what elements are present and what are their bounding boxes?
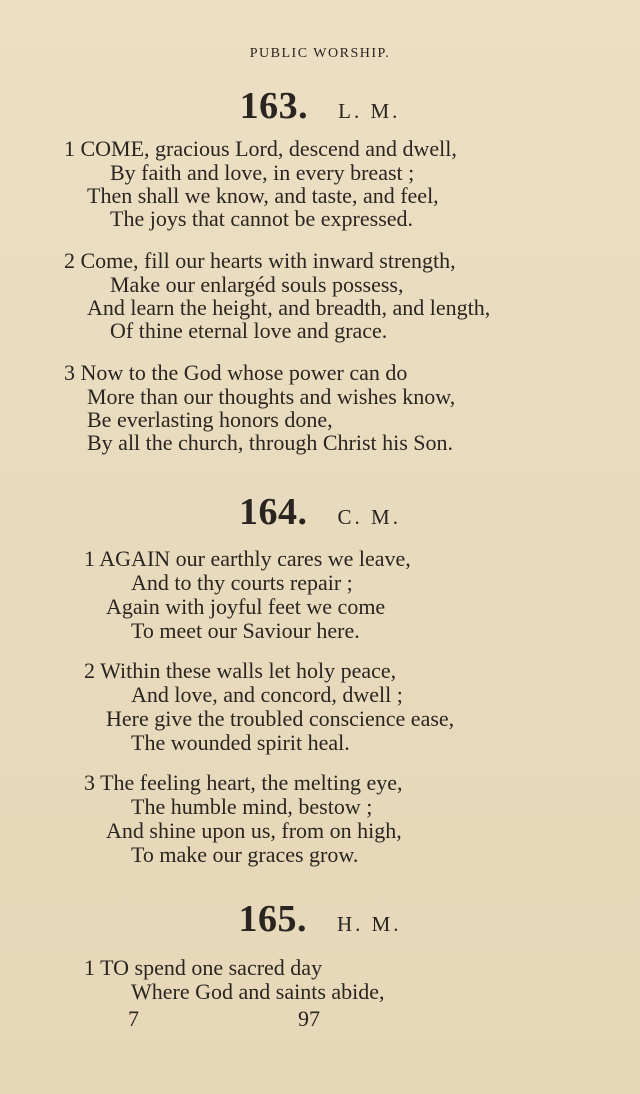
verse-line: And learn the height, and breadth, and length,: [87, 295, 491, 320]
verse-line: By all the church, through Christ his Son.: [87, 430, 454, 455]
verse-line: And love, and concord, dwell ;: [131, 682, 403, 707]
verse-line: 1 AGAIN our earthly cares we leave,: [84, 546, 411, 571]
verse-line: Then shall we know, and taste, and feel,: [87, 183, 439, 208]
verse-line: The humble mind, bestow ;: [131, 794, 373, 819]
hymn-163-heading: [0, 84, 640, 128]
verse-line: To make our graces grow.: [131, 842, 359, 867]
running-head: PUBLIC WORSHIP.: [249, 46, 391, 61]
hymn-164-heading: [0, 490, 640, 534]
verse-line: Make our enlargéd souls possess,: [110, 272, 404, 297]
verse-line: 3 Now to the God whose power can do: [64, 360, 408, 385]
verse-line: Where God and saints abide,: [131, 979, 385, 1004]
page-number: 97: [298, 1006, 320, 1031]
verse-line: 2 Within these walls let holy peace,: [84, 658, 397, 683]
hymn-meter: L. M.: [338, 99, 401, 123]
verse-line: The wounded spirit heal.: [131, 730, 350, 755]
verse-line: 1 COME, gracious Lord, descend and dwell,: [64, 136, 457, 161]
verse-line: 2 Come, fill our hearts with inward strength,: [64, 248, 456, 273]
hymn-meter: C. M.: [337, 505, 401, 529]
verse-line: 3 The feeling heart, the melting eye,: [84, 770, 403, 795]
verse-line: Here give the troubled conscience ease,: [106, 706, 455, 731]
verse-line: Of thine eternal love and grace.: [110, 318, 388, 343]
verse-line: And shine upon us, from on high,: [106, 818, 402, 843]
signature-mark: 7: [128, 1006, 139, 1031]
verse-line: And to thy courts repair ;: [131, 570, 353, 595]
verse-line: The joys that cannot be expressed.: [110, 206, 414, 231]
verse-line: By faith and love, in every breast ;: [110, 160, 415, 185]
verse-line: Be everlasting honors done,: [87, 407, 333, 432]
verse-line: More than our thoughts and wishes know,: [87, 384, 456, 409]
verse-line: 1 TO spend one sacred day: [84, 955, 323, 980]
verse-line: Again with joyful feet we come: [106, 594, 386, 619]
hymn-number: 164.: [239, 491, 308, 533]
verse-line: To meet our Saviour here.: [131, 618, 360, 643]
hymn-number: 163.: [239, 85, 309, 127]
hymn-meter: H. M.: [336, 912, 402, 936]
hymn-165-heading: [0, 897, 640, 941]
hymn-number: 165.: [238, 898, 307, 940]
